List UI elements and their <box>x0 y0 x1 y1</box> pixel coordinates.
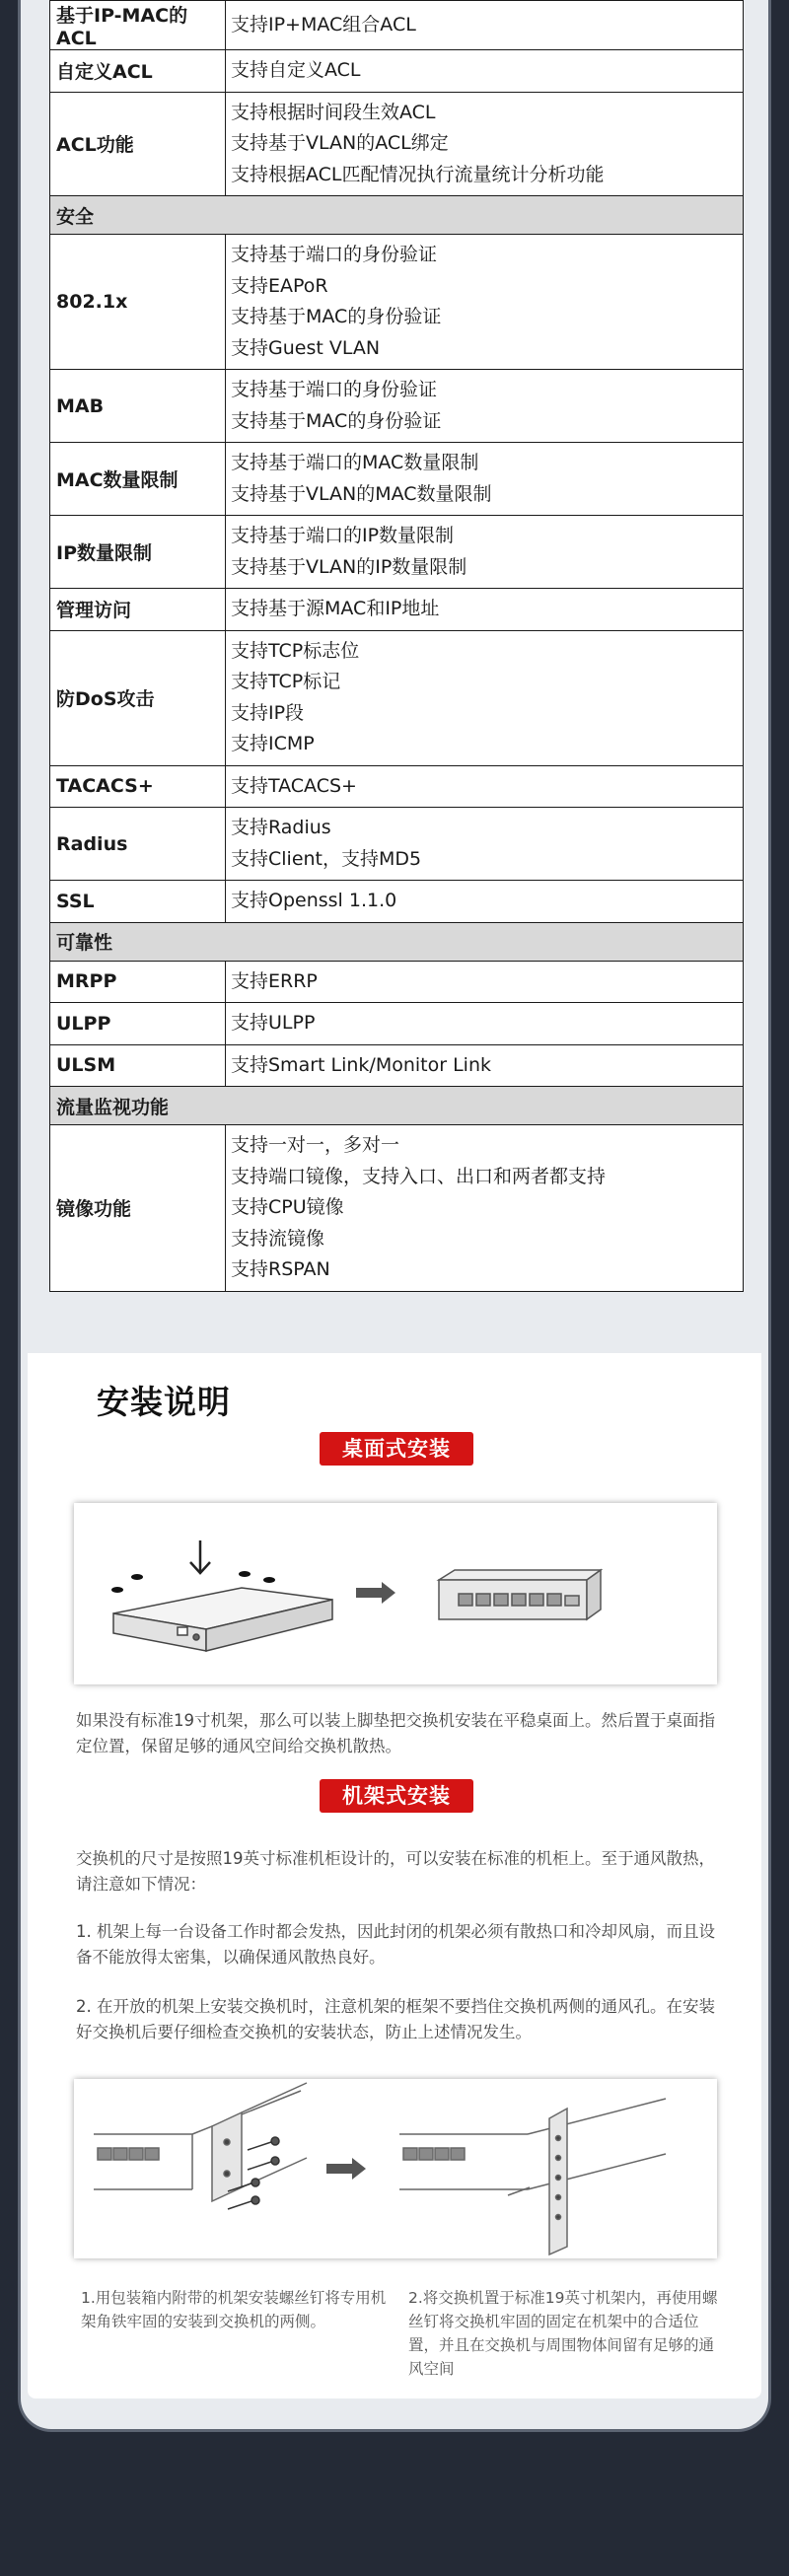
spec-row <box>50 370 744 443</box>
rack-install-illustration <box>74 2079 717 2258</box>
spec-value-line: 支持Client，支持MD5 <box>231 847 422 870</box>
spec-value-line: 支持基于端口的MAC数量限制 <box>231 452 479 473</box>
spec-key: 镜像功能 <box>50 1125 226 1292</box>
spec-value-line: 支持端口镜像，支持入口、出口和两者都支持 <box>231 1165 607 1187</box>
spec-value-line: 支持CPU镜像 <box>231 1196 344 1218</box>
spec-table <box>49 0 744 1292</box>
spec-value-line: 支持Openssl 1.1.0 <box>231 890 397 911</box>
rack-install-label: 机架式安装 <box>320 1779 473 1813</box>
install-title: 安装说明 <box>97 1383 231 1421</box>
spec-value-line: 支持流镜像 <box>231 1227 325 1250</box>
spec-section-header <box>50 1087 744 1125</box>
foot-icon <box>131 1574 143 1580</box>
spec-value <box>226 1 744 50</box>
spec-section-title: 安全 <box>50 196 744 235</box>
spec-key: IP数量限制 <box>50 516 226 589</box>
spec-key: TACACS+ <box>50 765 226 808</box>
spec-value <box>226 589 744 631</box>
spec-row <box>50 92 744 196</box>
spec-value-line: 支持根据时间段生效ACL <box>231 101 436 123</box>
spec-key: SSL <box>50 881 226 923</box>
spec-value <box>226 1044 744 1087</box>
spec-value-line: 支持基于VLAN的IP数量限制 <box>231 555 467 578</box>
spec-row <box>50 1 744 50</box>
spec-value-line: 支持EAPoR <box>231 274 328 297</box>
spec-value-line: 支持TACACS+ <box>231 774 357 797</box>
spec-section-header <box>50 196 744 235</box>
spec-key: MAB <box>50 370 226 443</box>
spec-value <box>226 630 744 765</box>
spec-section-title: 流量监视功能 <box>50 1087 744 1125</box>
spec-row <box>50 630 744 765</box>
spec-value-line: 支持Radius <box>231 817 331 838</box>
desktop-install-text: 如果没有标准19寸机架，那么可以装上脚垫把交换机安装在平稳桌面上。然后置于桌面指定位置，保留足够的通风空间给交换机散热。 <box>76 1711 715 1755</box>
spec-value-line: 支持基于源MAC和IP地址 <box>231 598 440 619</box>
spec-row <box>50 443 744 516</box>
spec-value-line: 支持基于端口的身份验证 <box>231 244 438 265</box>
spec-key: 自定义ACL <box>50 50 226 93</box>
spec-section-title: 可靠性 <box>50 922 744 961</box>
foot-icon <box>239 1571 251 1577</box>
spec-row <box>50 235 744 370</box>
spec-value <box>226 765 744 808</box>
spec-value-line: 支持RSPAN <box>231 1258 330 1280</box>
switch-in-rack-icon <box>399 2099 666 2254</box>
spec-key: 802.1x <box>50 235 226 370</box>
desktop-install-label: 桌面式安装 <box>320 1432 473 1466</box>
spec-row <box>50 765 744 808</box>
spec-value-line: 支持ERRP <box>231 969 318 992</box>
spec-value-line: 支持IP+MAC组合ACL <box>231 13 416 36</box>
spec-value <box>226 370 744 443</box>
spec-value <box>226 961 744 1003</box>
spec-value-line: 支持基于端口的IP数量限制 <box>231 525 455 546</box>
spec-key: ACL功能 <box>50 92 226 196</box>
switch-front-view-icon <box>439 1570 601 1619</box>
rack-install-svg <box>74 2079 717 2258</box>
spec-value-line: 支持TCP标志位 <box>231 639 360 662</box>
spec-value-line: 支持基于VLAN的MAC数量限制 <box>231 482 492 505</box>
spec-key: 管理访问 <box>50 589 226 631</box>
spec-value-line: 支持一对一，多对一 <box>231 1134 400 1156</box>
spec-value-line: 支持基于端口的身份验证 <box>231 379 438 400</box>
rack-install-caption-1: 1.用包装箱内附带的机架安装螺丝钉将专用机架角铁牢固的安装到交换机的两侧。 <box>81 2289 387 2330</box>
spec-row <box>50 1003 744 1045</box>
spec-key: MAC数量限制 <box>50 443 226 516</box>
spec-value-line: 支持基于MAC的身份验证 <box>231 306 442 327</box>
spec-value <box>226 443 744 516</box>
spec-value <box>226 808 744 881</box>
rack-install-text-2: 1. 机架上每一台设备工作时都会发热，因此封闭的机架必须有散热口和冷却风扇，而且设备不能放得太密集，以确保通风散热良好。 <box>76 1922 715 1967</box>
spec-value-line: 支持Guest VLAN <box>231 336 381 359</box>
spec-value <box>226 881 744 923</box>
spec-key: ULPP <box>50 1003 226 1045</box>
spec-row <box>50 1044 744 1087</box>
spec-key: Radius <box>50 808 226 881</box>
spec-value <box>226 92 744 196</box>
foot-icon <box>263 1577 275 1583</box>
spec-key: 防DoS攻击 <box>50 630 226 765</box>
arrow-right-icon <box>356 1582 395 1604</box>
spec-value-line: 支持Smart Link/Monitor Link <box>231 1053 491 1076</box>
spec-key: ULSM <box>50 1044 226 1087</box>
spec-row <box>50 516 744 589</box>
spec-row <box>50 50 744 93</box>
spec-value <box>226 1125 744 1292</box>
rack-install-text-1: 交换机的尺寸是按照19英寸标准机柜设计的，可以安装在标准的机柜上。至于通风散热，请注意如下情况： <box>76 1849 715 1894</box>
spec-value <box>226 50 744 93</box>
spec-value-line: 支持ICMP <box>231 733 315 754</box>
spec-value-line: 支持根据ACL匹配情况执行流量统计分析功能 <box>231 163 605 185</box>
spec-value-line: 支持基于VLAN的ACL绑定 <box>231 132 449 154</box>
spec-value <box>226 235 744 370</box>
spec-value-line: 支持IP段 <box>231 701 305 724</box>
switch-bottom-view-icon <box>113 1588 332 1651</box>
desktop-install-illustration <box>74 1503 717 1684</box>
spec-row <box>50 1125 744 1292</box>
foot-icon <box>111 1587 123 1593</box>
spec-row <box>50 589 744 631</box>
spec-key: MRPP <box>50 961 226 1003</box>
spec-section-header <box>50 922 744 961</box>
spec-row <box>50 881 744 923</box>
spec-value-line: 支持基于MAC的身份验证 <box>231 409 442 432</box>
spec-key: 基于IP-MAC的ACL <box>50 1 226 50</box>
rack-install-text-3: 2. 在开放的机架上安装交换机时，注意机架的框架不要挡住交换机两侧的通风孔。在安装好交换机后要仔细检查交换机的安装状态，防止上述情况发生。 <box>76 1997 715 2041</box>
spec-value-line: 支持自定义ACL <box>231 59 361 81</box>
arrow-down-icon <box>190 1540 210 1573</box>
spec-value-line: 支持ULPP <box>231 1012 316 1034</box>
spec-row <box>50 808 744 881</box>
arrow-right-icon <box>326 2158 366 2180</box>
rack-install-caption-2: 2.将交换机置于标准19英寸机架内，再使用螺丝钉将交换机牢固的固定在机架中的合适位置，并且在交换机与周围物体间留有足够的通风空间 <box>408 2289 718 2378</box>
desktop-install-svg <box>74 1503 717 1684</box>
spec-value <box>226 516 744 589</box>
spec-value-line: 支持TCP标记 <box>231 671 341 692</box>
spec-value <box>226 1003 744 1045</box>
spec-row <box>50 961 744 1003</box>
